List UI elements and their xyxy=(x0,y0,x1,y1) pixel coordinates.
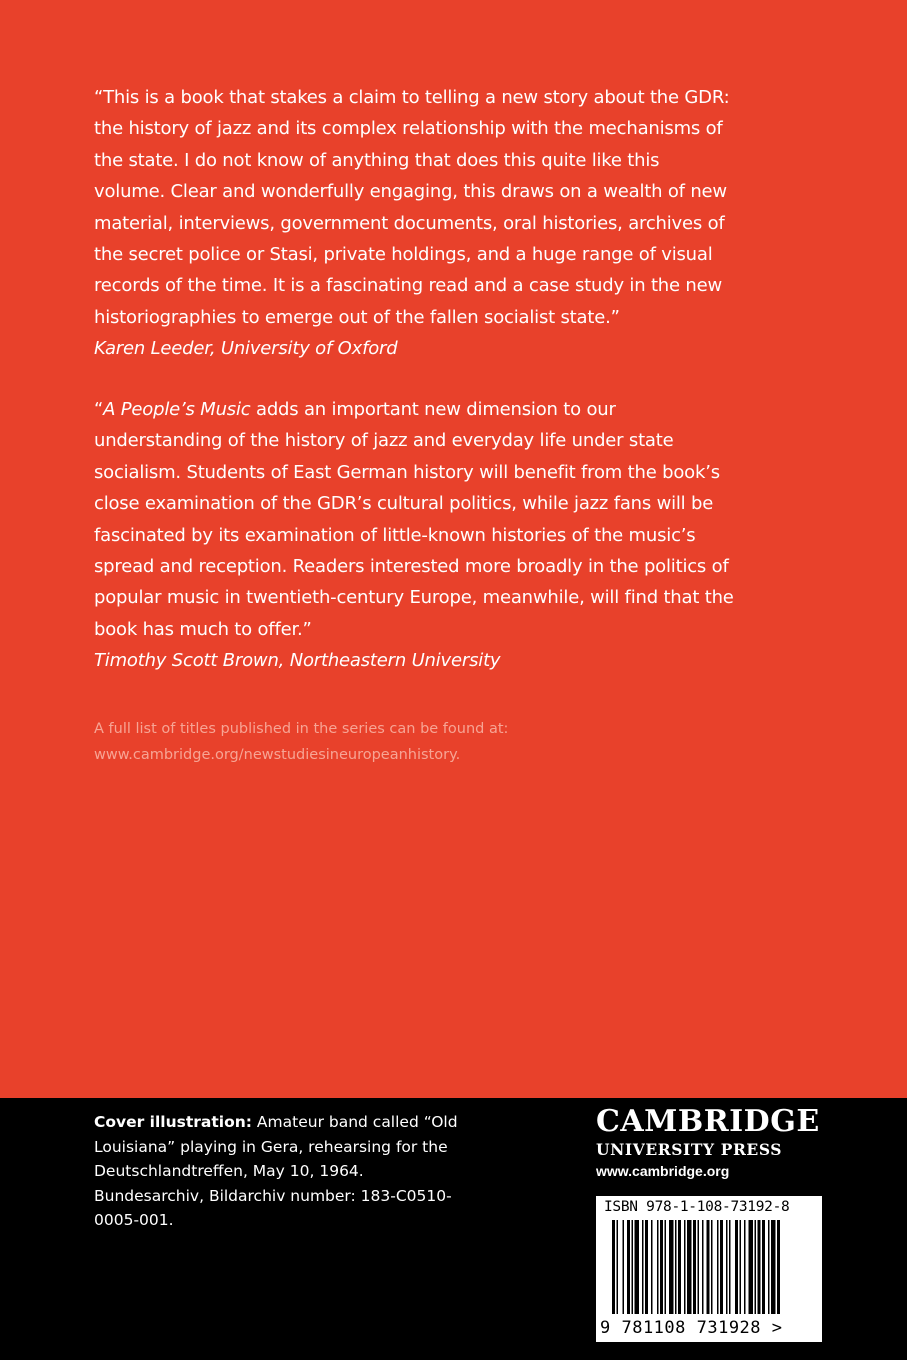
publisher-press: UNIVERSITY PRESS xyxy=(596,1140,783,1159)
quote-2-open-quote: “ xyxy=(94,399,104,420)
isbn-label: ISBN 978-1-108-73192-8 xyxy=(604,1199,790,1215)
quote-2-text xyxy=(94,394,734,645)
book-title: A People’s Music xyxy=(103,399,251,420)
publisher-name: CAMBRIDGE xyxy=(596,1104,820,1139)
cover-credit xyxy=(94,1110,474,1233)
endorsement-quote-2 xyxy=(94,394,734,677)
endorsement-quote-1 xyxy=(94,82,734,365)
quote-2-attribution: Timothy Scott Brown, Northeastern University xyxy=(94,650,501,672)
barcode-panel xyxy=(596,1196,822,1342)
quote-1-text: “This is a book that stakes a claim to telling a new story about the GDR: the history of jazz and its complex relationship with the mechanisms of the state. I do not know of anything that does this quite like this volume. Clear and wonderfully engaging, this draws on a wealth of new material, interviews, government documents, oral histories, archives of the secret police or Stasi, private holdings, and a huge range of visual records of the time. It is a fascinating read and a case study in the new historiographies to emerge out of the fallen socialist state.” xyxy=(94,87,730,328)
quote-1-attribution: Karen Leeder, University of Oxford xyxy=(94,338,398,360)
barcode-digits: 9 781108 731928 > xyxy=(600,1318,783,1338)
publisher-url: www.cambridge.org xyxy=(596,1163,730,1179)
barcode-icon xyxy=(604,1220,814,1318)
series-url: www.cambridge.org/newstudiesineuropeanhistory. xyxy=(94,747,461,763)
cover-credit-label: Cover illustration: xyxy=(94,1113,252,1131)
publisher-logo xyxy=(596,1104,826,1182)
cover-credit-text: Amateur band called “Old Louisiana” playing in Gera, rehearsing for the Deutschlandtreffen, May 10, 1964. Bundesarchiv, Bildarchiv number: 183-C0510-0005-001. xyxy=(94,1113,458,1229)
series-note xyxy=(94,716,694,768)
series-note-line: A full list of titles published in the series can be found at: xyxy=(94,721,509,737)
quote-2-body: adds an important new dimension to our understanding of the history of jazz and everyday life under state socialism. Students of East German history will benefit from the book’s close examination of the GDR’s cultural politics, while jazz fans will be fascinated by its examination of little-known histories of the music’s spread and reception. Readers interested more broadly in the politics of popular music in twentieth-century Europe, meanwhile, will find that the book has much to offer.” xyxy=(94,399,734,640)
